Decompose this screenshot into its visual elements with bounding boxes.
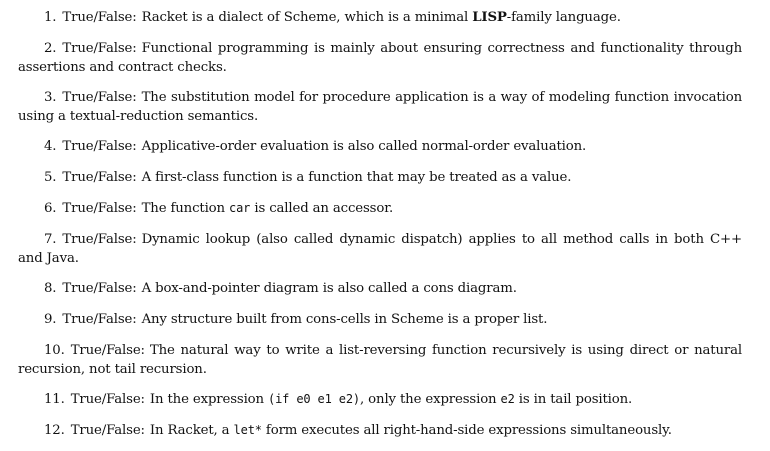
question-number: 4.	[44, 139, 57, 154]
question-number: 12.	[44, 423, 65, 438]
question-9	[18, 310, 742, 329]
question-text: The substitution model for procedure application is a way of modeling function invocation using a textual-reduction semantics.	[18, 90, 742, 124]
question-number: 2.	[44, 41, 57, 56]
question-number: 11.	[44, 392, 65, 407]
question-6	[18, 199, 742, 218]
question-text: Functional programming is mainly about ensuring correctness and functionality through assertions and contract checks.	[18, 41, 742, 75]
question-number: 3.	[44, 90, 57, 105]
question-text: Racket is a dialect of Scheme, which is a minimal	[141, 10, 473, 25]
question-3	[18, 88, 742, 126]
true-false-prompt: True/False:	[70, 423, 145, 438]
question-text: Dynamic lookup (also called dynamic dispatch) applies to all method calls in both C++ and Java.	[18, 232, 742, 266]
inline-code: (if e0 e1 e2)	[268, 392, 361, 406]
question-text: is called an accessor.	[250, 201, 394, 216]
true-false-prompt: True/False:	[70, 343, 145, 358]
true-false-prompt: True/False:	[62, 281, 137, 296]
inline-code: car	[229, 201, 251, 215]
true-false-prompt: True/False:	[62, 201, 137, 216]
question-bold-term: LISP	[472, 10, 507, 25]
question-number: 9.	[44, 312, 57, 327]
question-text: Applicative-order evaluation is also called normal-order evaluation.	[141, 139, 587, 154]
question-text: A box-and-pointer diagram is also called a cons diagram.	[141, 281, 517, 296]
question-number: 1.	[44, 10, 57, 25]
question-text: A first-class function is a function that may be treated as a value.	[141, 170, 572, 185]
question-number: 8.	[44, 281, 57, 296]
true-false-prompt: True/False:	[70, 392, 145, 407]
question-text: In the expression	[149, 392, 269, 407]
question-number: 6.	[44, 201, 57, 216]
question-number: 5.	[44, 170, 57, 185]
question-4	[18, 137, 742, 156]
question-10	[18, 341, 742, 379]
question-text: form executes all right-hand-side expressions simultaneously.	[261, 423, 672, 438]
question-5	[18, 168, 742, 187]
true-false-prompt: True/False:	[62, 90, 137, 105]
true-false-prompt: True/False:	[62, 41, 137, 56]
inline-code: let*	[233, 423, 262, 437]
question-number: 7.	[44, 232, 57, 247]
question-text: In Racket, a	[149, 423, 234, 438]
true-false-prompt: True/False:	[62, 170, 137, 185]
question-12	[18, 421, 742, 440]
inline-code: e2	[500, 392, 515, 406]
question-1	[18, 8, 742, 27]
question-text: Any structure built from cons-cells in Scheme is a proper list.	[141, 312, 548, 327]
true-false-prompt: True/False:	[62, 312, 137, 327]
question-text: is in tail position.	[514, 392, 633, 407]
question-11	[18, 390, 742, 409]
question-2	[18, 39, 742, 77]
question-text: The natural way to write a list-reversing function recursively is using direct or natural recursion, not tail recursion.	[18, 343, 742, 377]
true-false-prompt: True/False:	[62, 139, 137, 154]
question-text: -family language.	[506, 10, 621, 25]
question-text: , only the expression	[360, 392, 501, 407]
question-text: The function	[141, 201, 230, 216]
true-false-prompt: True/False:	[62, 10, 137, 25]
true-false-prompt: True/False:	[62, 232, 137, 247]
question-7	[18, 230, 742, 268]
question-number: 10.	[44, 343, 65, 358]
question-8	[18, 279, 742, 298]
